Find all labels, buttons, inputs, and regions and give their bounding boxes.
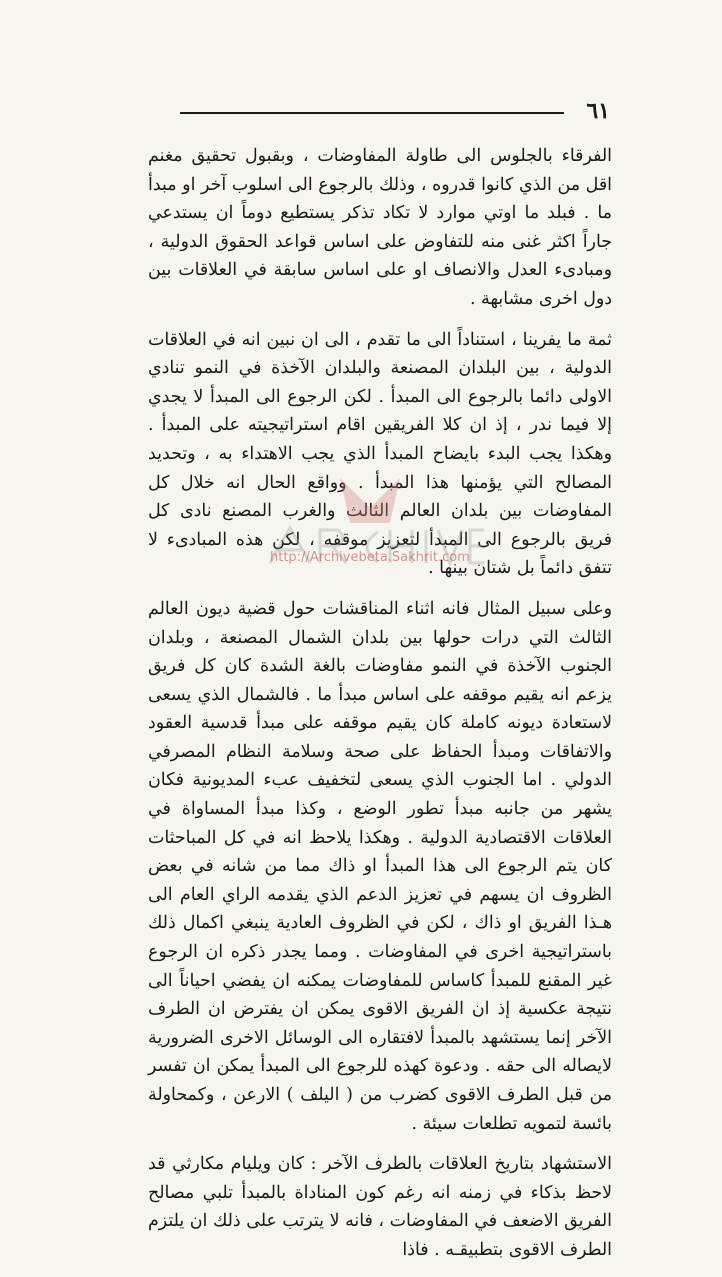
- body-text: [148, 142, 612, 1277]
- paragraph-3: وعلى سبيل المثال فانه اثناء المناقشات حول قضية ديون العالم الثالث التي درات حولها بين بلدان الشمال المصنعة ، وبلدان الجنوب الآخذة في النمو مفاوضات بالغة الشدة كان كل فريق يزعم انه يقيم موقفه على اساس مبدأ ما . فالشمال الذي يسعى لاستعادة ديونه كاملة كان يقيم موقفه على مبدأ قدسية العقود والاتفاقات ومبدأ الحفاظ على صحة وسلامة النظام المصرفي الدولي . اما الجنوب الذي يسعى لتخفيف عبء المديونية فكان يشهر من جانبه مبدأ تطور الوضع ، وكذا مبدأ المساواة في العلاقات الاقتصادية الدولية . وهكذا يلاحظ انه في كل المباحثات كان يتم الرجوع الى هذا المبدأ او ذاك مما من شانه في بعض الظروف ان يسهم في تعزيز الدعم الذي يقدمه الراي العام الى هـذا الفريق او ذاك ، لكن في الظروف العادية ينبغي اكمال ذلك باستراتيجية اخرى في المفاوضات . ومما يجدر ذكره ان الرجوع غير المقنع للمبدأ كاساس للمفاوضات يمكنه ان يفضي احياناً الى نتيجة عكسية إذ ان الفريق الاقوى يمكن ان يفترض ان الطرف الآخر إنما يستشهد بالمبدأ لافتقاره الى الوسائل الاخرى الضرورية لايصاله الى حقه . ودعوة كهذه للرجوع الى المبدأ يمكن ان تفسر من قبل الطرف الاقوى كضرب من ( اليلف ) الارعن ، وكمحاولة بائسة لتمويه تطلعات سيئة .: [148, 598, 612, 1134]
- paragraph-2: ثمة ما يفرينا ، استناداً الى ما تقدم ، الى ان نبين انه في العلاقات الدولية ، بين البلدان المصنعة والبلدان الآخذة في النمو تنادي الاولى دائما بالرجوع الى المبدأ . لكن الرجوع الى المبدأ لا يجدي إلا فيما ندر ، إذ ان كلا الفريقين اقام استراتيجيته على المبدأ . وهكذا يجب البدء بايضاح المبدأ الذي يجب الاهتداء به ، وتحديد المصالح التي يؤمنها هذا المبدأ . وواقع الحال انه خلال كل المفاوضات بين بلدان العالم الثالث والغرب المصنع نادى كل فريق بالرجوع الى المبدأ لتعزيز موقفه ، لكن هذه المبادىء لا تتفق دائماً بل شتان بينها .: [148, 329, 612, 579]
- watermark-url: http://Archivebeta.Sakhrit.com: [270, 550, 470, 565]
- page-number: ٦١: [586, 98, 610, 124]
- header-rule: [180, 112, 564, 114]
- paragraph-4: الاستشهاد بتاريخ العلاقات بالطرف الآخر : كان ويليام مكارثي قد لاحظ بذكاء في زمنه انه رغم كون المناداة بالمبدأ تلبي مصالح الفريق الاضعف في المفاوضات ، فانه لا يترتب على ذلك ان يلتزم الطرف الاقوى بتطبيقـه . فاذا: [148, 1154, 612, 1260]
- paragraph-1: الفرقاء بالجلوس الى طاولة المفاوضات ، وبقبول تحقيق مغنم اقل من الذي كانوا قدروه ، وذلك بالرجوع الى اسلوب آخر او مبدأ ما . فبلد ما اوتي موارد لا تكاد تذكر يستطيع دوماً ان يستدعي جاراً اكثر غنى منه للتفاوض على اساس قواعد الحقوق الدولية ، ومبادىء العدل والانصاف او على اساس سابقة في العلاقات بين دول اخرى مشابهة .: [148, 146, 612, 309]
